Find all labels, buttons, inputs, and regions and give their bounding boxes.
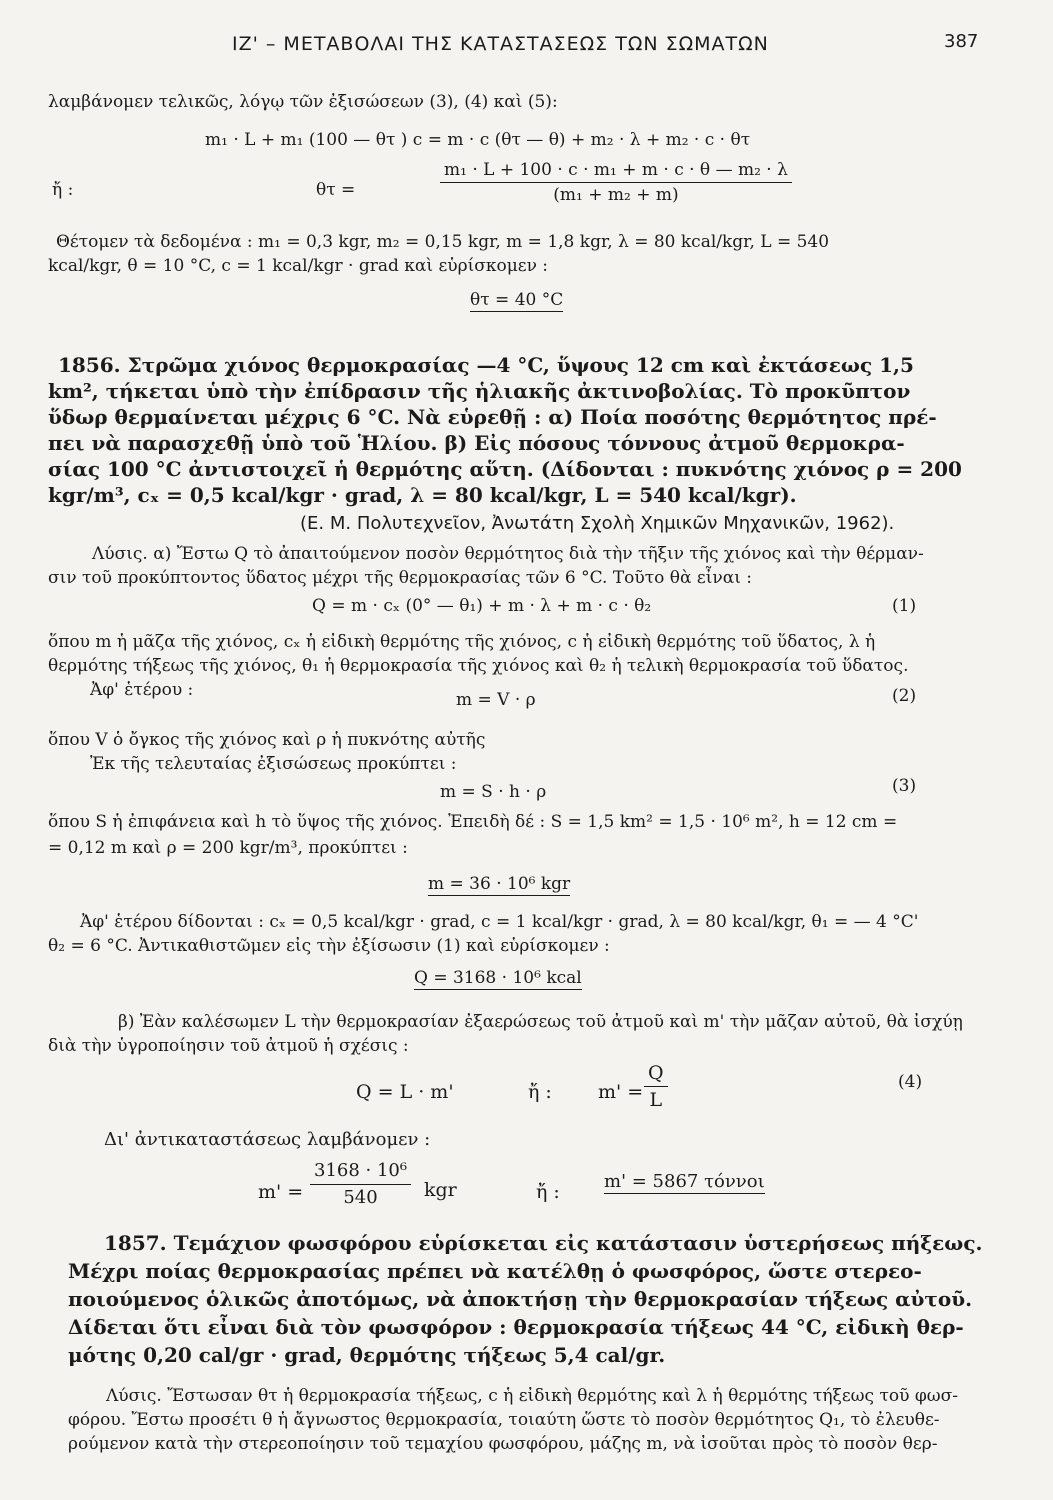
solution-1856-line-2: σιν τοῦ προκύπτοντος ὕδατος μέχρι τῆς θερμοκρασίας τῶν 6 °C. Τοῦτο θὰ εἶναι :	[48, 568, 752, 588]
theta-fraction-denominator: (m₁ + m₂ + m)	[553, 185, 679, 205]
equation-3: m = S · h · ρ	[440, 782, 547, 802]
solution-1856-line-12: β) Ἐὰν καλέσωμεν L τὴν θερμοκρασίαν ἐξαερώσεως τοῦ ἀτμοῦ καὶ m' τὴν μᾶζαν αὐτοῦ, θὰ ἰσχύῃ	[118, 1012, 963, 1032]
equation-4-mprime: m' =	[598, 1081, 644, 1103]
solution-1857-line-2: φόρου. Ἔστω προσέτι θ ἡ ἄγνωστος θερμοκρασία, τοιαύτη ὥστε τὸ ποσὸν θερμότητος Q₁, τὸ ἐλευθε-	[68, 1410, 940, 1430]
equation-3-number: (3)	[892, 776, 917, 796]
final-or: ἤ :	[536, 1181, 560, 1203]
solution-1856-line-8: ὅπου S ἡ ἐπιφάνεια καὶ h τὸ ὕψος τῆς χιόνος. Ἐπειδὴ δέ : S = 1,5 km² = 1,5 · 10⁶ m², h = 12 cm =	[48, 812, 898, 832]
result-theta	[470, 290, 563, 310]
equation-2-number: (2)	[892, 686, 917, 706]
equation-4-lhs: Q = L · m'	[356, 1081, 454, 1103]
problem-1857-line-5: μότης 0,20 cal/gr · grad, θερμότης τήξεως 5,4 cal/gr.	[68, 1343, 666, 1367]
solution-1856-line-3: ὅπου m ἡ μᾶζα τῆς χιόνος, cₓ ἡ εἰδικὴ θερμότης τῆς χιόνος, c ἡ εἰδικὴ θερμότης τοῦ ὕδατος, λ ἡ	[48, 632, 876, 652]
equation-4-number: (4)	[898, 1072, 923, 1092]
final-result-value: m' = 5867 τόννοι	[604, 1171, 765, 1192]
solution-1856-line-1: Λύσις. α) Ἔστω Q τὸ ἀπαιτούμενον ποσὸν θερμότητος διὰ τὴν τῆξιν τῆς χιόνος καὶ τὴν θέρμαν-	[92, 544, 924, 564]
problem-1856-line-2: km², τήκεται ὑπὸ τὴν ἐπίδρασιν τῆς ἡλιακῆς ἀκτινοβολίας. Τὸ προκῦπτον	[48, 379, 911, 403]
solution-1856-line-14: Δι' ἀντικαταστάσεως λαμβάνομεν :	[104, 1129, 431, 1150]
solution-1856-line-5: Ἀφ' ἑτέρου :	[90, 680, 194, 700]
solution-1857-line-1: Λύσις. Ἔστωσαν θτ ἡ θερμοκρασία τήξεως, c ἡ εἰδικὴ θερμότης καὶ λ ἡ θερμότης τήξεως τοῦ φωσ-	[106, 1386, 958, 1406]
theta-fraction	[440, 160, 792, 205]
intro-line: λαμβάνομεν τελικῶς, λόγῳ τῶν ἐξισώσεων (3), (4) καὶ (5):	[48, 92, 558, 112]
problem-1857-line-2: Μέχρι ποίας θερμοκρασίας πρέπει νὰ κατέλθῃ ὁ φωσφόρος, ὥστε στερεο-	[68, 1259, 922, 1283]
result-theta-value: θτ = 40 °C	[470, 290, 564, 310]
equation-1-number: (1)	[892, 596, 917, 616]
final-denominator: 540	[343, 1187, 378, 1208]
problem-1856-line-1: 1856. Στρῶμα χιόνος θερμοκρασίας —4 °C, ὕψους 12 cm καὶ ἐκτάσεως 1,5	[58, 353, 914, 377]
result-mass-value: m = 36 · 10⁶ kgr	[428, 874, 571, 894]
or-label: ἤ :	[52, 180, 74, 200]
final-result	[604, 1172, 765, 1192]
problem-1856-line-6: kgr/m³, cₓ = 0,5 kcal/kgr · grad, λ = 80 kcal/kgr, L = 540 kcal/kgr).	[48, 483, 797, 507]
equation-4-numerator: Q	[644, 1062, 668, 1087]
theta-fraction-numerator: m₁ · L + 100 · c · m₁ + m · c · θ — m₂ · λ	[440, 160, 792, 183]
equation-heat-balance: m₁ · L + m₁ (100 — θτ ) c = m · c (θτ — θ) + m₂ · λ + m₂ · c · θτ	[205, 130, 751, 150]
final-unit: kgr	[424, 1179, 457, 1201]
problem-1856-source: (Ε. Μ. Πολυτεχνεῖον, Ἀνωτάτη Σχολὴ Χημικῶν Μηχανικῶν, 1962).	[300, 513, 895, 534]
problem-1857-line-3: ποιούμενος ὁλικῶς ἀποτόμως, νὰ ἀποκτήσῃ τὴν θερμοκρασίαν τήξεως αὐτοῦ.	[68, 1287, 973, 1311]
page-number: 387	[944, 31, 979, 52]
equation-4-fraction	[644, 1062, 668, 1111]
result-heat-value: Q = 3168 · 10⁶ kcal	[414, 968, 582, 988]
final-fraction	[310, 1160, 411, 1209]
result-heat	[414, 968, 582, 988]
problem-1856-line-3: ὕδωρ θερμαίνεται μέχρις 6 °C. Νὰ εὑρεθῇ : α) Ποία ποσότης θερμότητος πρέ-	[48, 405, 937, 429]
given-data-line-2: kcal/kgr, θ = 10 °C, c = 1 kcal/kgr · grad καὶ εὑρίσκομεν :	[48, 256, 549, 276]
solution-1856-line-4: θερμότης τήξεως τῆς χιόνος, θ₁ ἡ θερμοκρασία τῆς χιόνος καὶ θ₂ ἡ τελικὴ θερμοκρασία τοῦ ὕδατος.	[48, 656, 909, 676]
equation-4-or: ἤ :	[528, 1081, 552, 1103]
running-header: ΙΖ' – ΜΕΤΑΒΟΛΑΙ ΤΗΣ ΚΑΤΑΣΤΑΣΕΩΣ ΤΩΝ ΣΩΜΑΤΩΝ	[232, 33, 769, 55]
solution-1856-line-7: Ἐκ τῆς τελευταίας ἐξισώσεως προκύπτει :	[90, 754, 457, 774]
problem-1856-line-5: σίας 100 °C ἀντιστοιχεῖ ἡ θερμότης αὕτη. (Δίδονται : πυκνότης χιόνος ρ = 200	[48, 457, 962, 481]
solution-1856-line-6: ὅπου V ὁ ὄγκος τῆς χιόνος καὶ ρ ἡ πυκνότης αὐτῆς	[48, 730, 486, 750]
equation-4-denominator: L	[649, 1089, 663, 1111]
result-mass	[428, 874, 570, 894]
problem-1857-line-1: 1857. Τεμάχιον φωσφόρου εὑρίσκεται εἰς κατάστασιν ὑστερήσεως πήξεως.	[104, 1231, 983, 1255]
solution-1856-line-9: = 0,12 m καὶ ρ = 200 kgr/m³, προκύπτει :	[48, 838, 408, 858]
solution-1856-line-10: Ἀφ' ἑτέρου δίδονται : cₓ = 0,5 kcal/kgr · grad, c = 1 kcal/kgr · grad, λ = 80 kcal/kgr, θ₁ = — 4 °C'	[80, 912, 919, 932]
equation-1: Q = m · cₓ (0° — θ₁) + m · λ + m · c · θ₂	[312, 596, 652, 616]
solution-1856-line-11: θ₂ = 6 °C. Ἀντικαθιστῶμεν εἰς τὴν ἐξίσωσιν (1) καὶ εὑρίσκομεν :	[48, 936, 610, 956]
solution-1857-line-3: ρούμενον κατὰ τὴν στερεοποίησιν τοῦ τεμαχίου φωσφόρου, μάζης m, νὰ ἰσοῦται πρὸς τὸ ποσὸν θερ-	[68, 1434, 938, 1454]
solution-1856-line-13: διὰ τὴν ὑγροποίησιν τοῦ ἀτμοῦ ἡ σχέσις :	[48, 1036, 409, 1056]
problem-1857-line-4: Δίδεται ὅτι εἶναι διὰ τὸν φωσφόρον : θερμοκρασία τήξεως 44 °C, εἰδικὴ θερ-	[68, 1315, 964, 1339]
given-data-line-1: Θέτομεν τὰ δεδομένα : m₁ = 0,3 kgr, m₂ = 0,15 kgr, m = 1,8 kgr, λ = 80 kcal/kgr, L = 540	[56, 232, 830, 252]
problem-1856-line-4: πει νὰ παρασχεθῇ ὑπὸ τοῦ Ἡλίου. β) Εἰς πόσους τόννους ἀτμοῦ θερμοκρα-	[48, 431, 905, 455]
final-numerator: 3168 · 10⁶	[310, 1160, 411, 1185]
final-lhs: m' =	[258, 1181, 304, 1203]
theta-lhs: θτ =	[316, 180, 356, 200]
equation-2: m = V · ρ	[456, 690, 536, 710]
